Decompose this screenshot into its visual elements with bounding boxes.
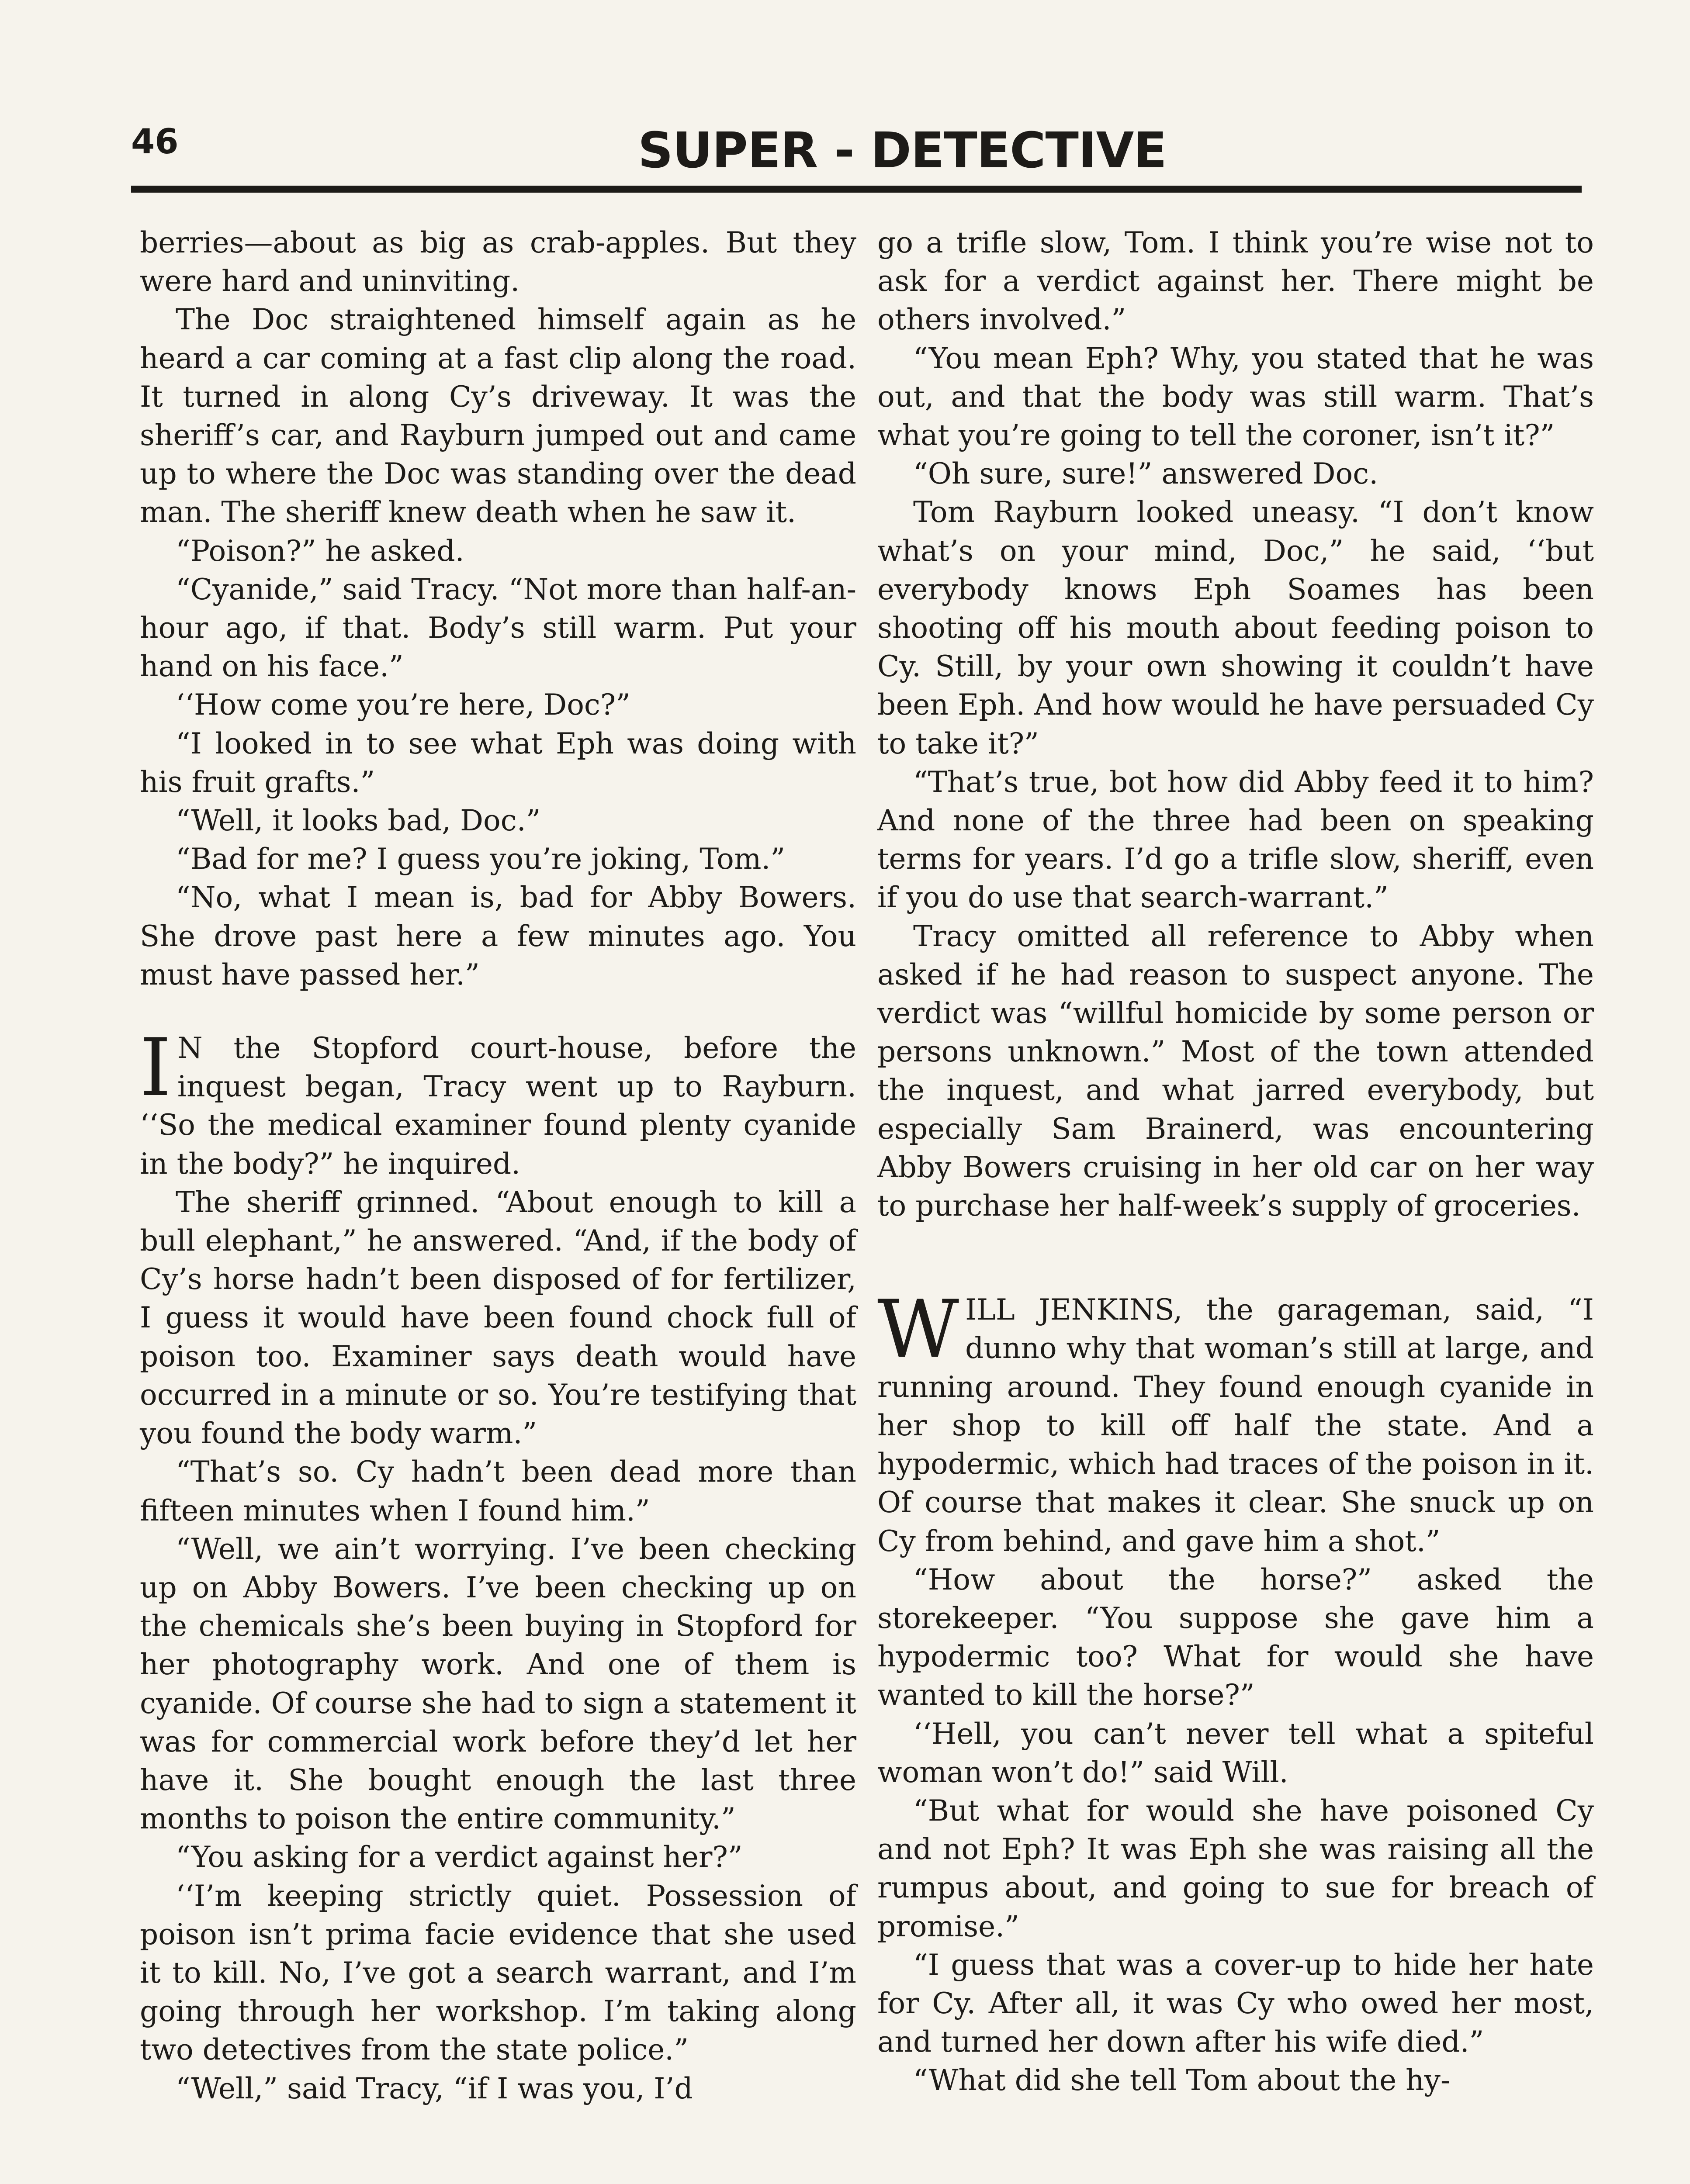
paragraph-text: “Well,” said Tracy, “if I was you, I’d <box>176 2071 693 2105</box>
paragraph <box>140 1183 856 1453</box>
paragraph-text: “Poison?” he asked. <box>176 534 464 568</box>
paragraph-text: “You asking for a verdict against her?” <box>176 1840 743 1874</box>
paragraph <box>877 455 1594 493</box>
paragraph-text: “Well, we ain’t worrying. I’ve been checking up on Abby Bowers. I’ve been checking up on the chemicals she’s been buying in Stopford for her photography work. And one of them is cyanide. Of course she had to sign a statement it was for commercial work before they’d let her have it. She bought enough the last three months to poison the entire community.” <box>140 1532 856 1836</box>
paragraph-text: “I guess that was a cover-up to hide her hate for Cy. After all, it was Cy who owed her most, and turned her down after his wife died.” <box>877 1948 1594 2059</box>
paragraph-text: “What did she tell Tom about the hy- <box>913 2063 1451 2098</box>
paragraph-text: “I looked in to see what Eph was doing with his fruit grafts.” <box>140 726 856 799</box>
paragraph-text: ‘‘I’m keeping strictly quiet. Possession of poison isn’t prima facie evidence that she used it to kill. No, I’ve got a search warrant, and I’m going through her workshop. I’m taking along two detectives from the state police.” <box>140 1879 856 2067</box>
paragraph-text: “That’s true, bot how did Abby feed it to him? And none of the three had been on speaking terms for years. I’d go a trifle slow, sheriff, even if you do use that search-warrant.” <box>877 765 1594 915</box>
paragraph <box>140 532 856 570</box>
paragraph <box>140 1530 856 1838</box>
paragraph <box>877 339 1594 455</box>
paragraph <box>877 224 1594 339</box>
paragraph-text: ‘‘Hell, you can’t never tell what a spiteful woman won’t do!” said Will. <box>877 1717 1594 1789</box>
paragraph-text: The Doc straightened himself again as he heard a car coming at a fast clip along the road. It turned in along Cy’s driveway. It was the sheriff’s car, and Rayburn jumped out and came up to where the Doc was standing over the dead man. The sheriff knew death when he saw it. <box>140 303 856 529</box>
paragraph <box>877 1283 1594 1560</box>
paragraph-text: “But what for would she have poisoned Cy and not Eph? It was Eph she was raising all the rumpus about, and going to sue for breach of promise.” <box>877 1794 1594 1943</box>
paragraph <box>140 878 856 994</box>
paragraph-text: “Bad for me? I guess you’re joking, Tom.” <box>176 842 786 876</box>
paragraph-text: “Cyanide,” said Tracy. “Not more than half-an-hour ago, if that. Body’s still warm. Put your hand on his face.” <box>140 572 856 684</box>
paragraph <box>140 802 856 840</box>
drop-cap: W <box>877 1283 959 1376</box>
right-column <box>877 224 1594 2100</box>
paragraph-text: go a trifle slow, Tom. I think you’re wise not to ask for a verdict against her. There might be others involved.” <box>877 226 1594 337</box>
paragraph <box>140 1877 856 2070</box>
paragraph <box>140 1021 856 1183</box>
paragraph-text: Tracy omitted all reference to Abby when asked if he had reason to suspect anyone. The verdict was “willful homicide by some person or persons unknown.” Most of the town attended the inquest, and what jarred everybody, but especially Sam Brainerd, was encountering Abby Bowers cruising in her old car on her way to purchase her half-week’s supply of groceries. <box>877 919 1594 1223</box>
paragraph-text: “Well, it looks bad, Doc.” <box>176 804 541 838</box>
paragraph <box>877 2061 1594 2100</box>
paragraph <box>877 493 1594 763</box>
header-rule <box>131 186 1582 193</box>
paragraph <box>140 224 856 301</box>
paragraph <box>877 917 1594 1226</box>
paragraph <box>877 763 1594 917</box>
magazine-title: SUPER - DETECTIVE <box>638 122 1167 179</box>
paragraph-text: Tom Rayburn looked uneasy. “I don’t know what’s on your mind, Doc,” he said, ‘‘but everybody knows Eph Soames has been shooting off his mouth about feeding poison to Cy. Still, by your own showing it couldn’t have been Eph. And how would he have persuaded Cy to take it?” <box>877 495 1594 760</box>
paragraph-text: “No, what I mean is, bad for Abby Bowers. She drove past here a few minutes ago. You must have passed her.” <box>140 881 856 992</box>
paragraph-text: ILL JENKINS, the garageman, said, “I dunno why that woman’s still at large, and running around. They found enough cyanide in her shop to kill off half the state. And a hypodermic, which had traces of the poison in it. Of course that makes it clear. She snuck up on Cy from behind, and gave him a shot.” <box>877 1293 1594 1558</box>
paragraph <box>140 570 856 686</box>
paragraph-text: berries—about as big as crab-apples. But they were hard and uninviting. <box>140 226 856 298</box>
page-number: 46 <box>131 122 179 162</box>
paragraph-text: The sheriff grinned. “About enough to kill a bull elephant,” he answered. “And, if the body of Cy’s horse hadn’t been disposed of for fertilizer, I guess it would have been found chock full of poison too. Examiner says death would have occurred in a minute or so. You’re testifying that you found the body warm.” <box>140 1185 856 1451</box>
paragraph-text: “Oh sure, sure!” answered Doc. <box>913 457 1378 491</box>
page-header <box>131 114 1582 192</box>
paragraph <box>140 725 856 802</box>
paragraph-text: N the Stopford court-house, before the inquest began, Tracy went up to Rayburn. ‘‘So the medical examiner found plenty cyanide in the body?” he inquired. <box>140 1031 856 1181</box>
paragraph <box>877 1561 1594 1715</box>
paragraph-text: ‘‘How come you’re here, Doc?” <box>176 688 631 722</box>
paragraph <box>877 1946 1594 2062</box>
paragraph-text: “That’s so. Cy hadn’t been dead more than fifteen minutes when I found him.” <box>140 1455 856 1527</box>
paragraph <box>140 1453 856 1530</box>
paragraph <box>877 1715 1594 1792</box>
paragraph <box>140 686 856 724</box>
paragraph <box>140 301 856 532</box>
paragraph <box>140 2070 856 2108</box>
paragraph-text: “How about the horse?” asked the storekeeper. “You suppose she gave him a hypodermic too? What for would she have wanted to kill the horse?” <box>877 1562 1594 1712</box>
left-column <box>140 224 856 2108</box>
paragraph-text: “You mean Eph? Why, you stated that he was out, and that the body was still warm. That’s what you’re going to tell the coroner, isn’t it?” <box>877 341 1594 453</box>
drop-cap: I <box>140 1021 171 1114</box>
paragraph <box>877 1792 1594 1946</box>
paragraph <box>140 840 856 878</box>
paragraph <box>140 1838 856 1876</box>
